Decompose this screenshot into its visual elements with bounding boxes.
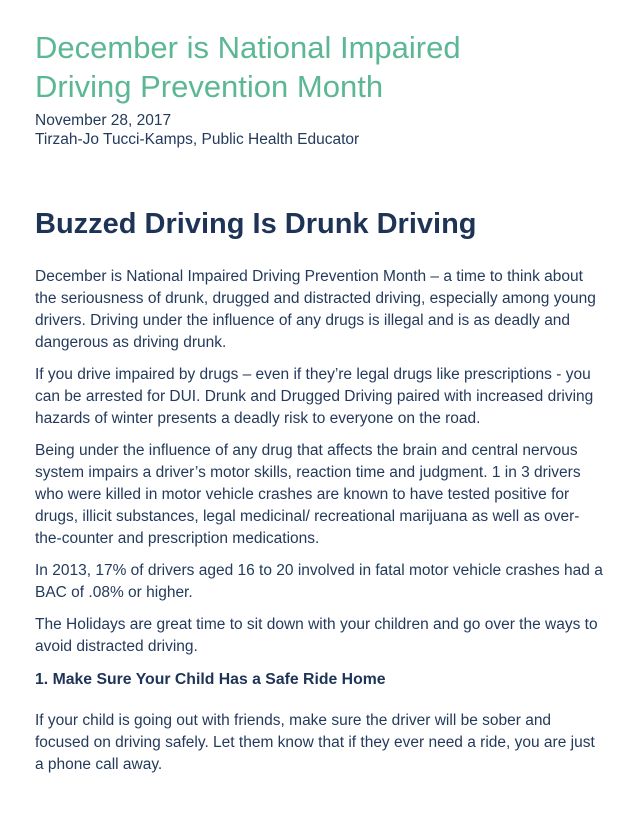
article-paragraph: If your child is going out with friends, make sure the driver will be sober and focused on driving safely. Let them know that if they ever need a ride, you are just a phone call away.: [35, 712, 595, 773]
publish-date: November 28, 2017: [35, 112, 172, 129]
article-heading: Buzzed Driving Is Drunk Driving: [35, 208, 477, 240]
page-title: December is National Impaired Driving Prevention Month: [35, 30, 461, 104]
article-paragraph: The Holidays are great time to sit down with your children and go over the ways to avoid distracted driving.: [35, 616, 598, 655]
article-paragraph: December is National Impaired Driving Prevention Month – a time to think about the seriousness of drunk, drugged and distracted driving, especially among young drivers. Driving under the influence of any drugs is illegal and is as deadly and dangerous as driving drunk.: [35, 268, 596, 351]
article-body: [35, 266, 605, 776]
author-byline: Tirzah-Jo Tucci-Kamps, Public Health Educator: [35, 131, 360, 148]
article-paragraph: If you drive impaired by drugs – even if they’re legal drugs like prescriptions - you can be arrested for DUI. Drunk and Drugged Driving paired with increased driving hazards of winter presents a deadly risk to everyone on the road.: [35, 366, 594, 427]
article-meta: [35, 111, 605, 149]
article-paragraph: In 2013, 17% of drivers aged 16 to 20 involved in fatal motor vehicle crashes had a BAC of .08% or higher.: [35, 562, 603, 601]
article-paragraph: Being under the influence of any drug that affects the brain and central nervous system impairs a driver’s motor skills, reaction time and judgment. 1 in 3 drivers who were killed in motor vehicle crashes are known to have tested positive for drugs, illicit substances, legal medicinal/ recreational marijuana as well as over-the-counter and prescription medications.: [35, 442, 581, 547]
section-heading: 1. Make Sure Your Child Has a Safe Ride Home: [35, 671, 386, 688]
